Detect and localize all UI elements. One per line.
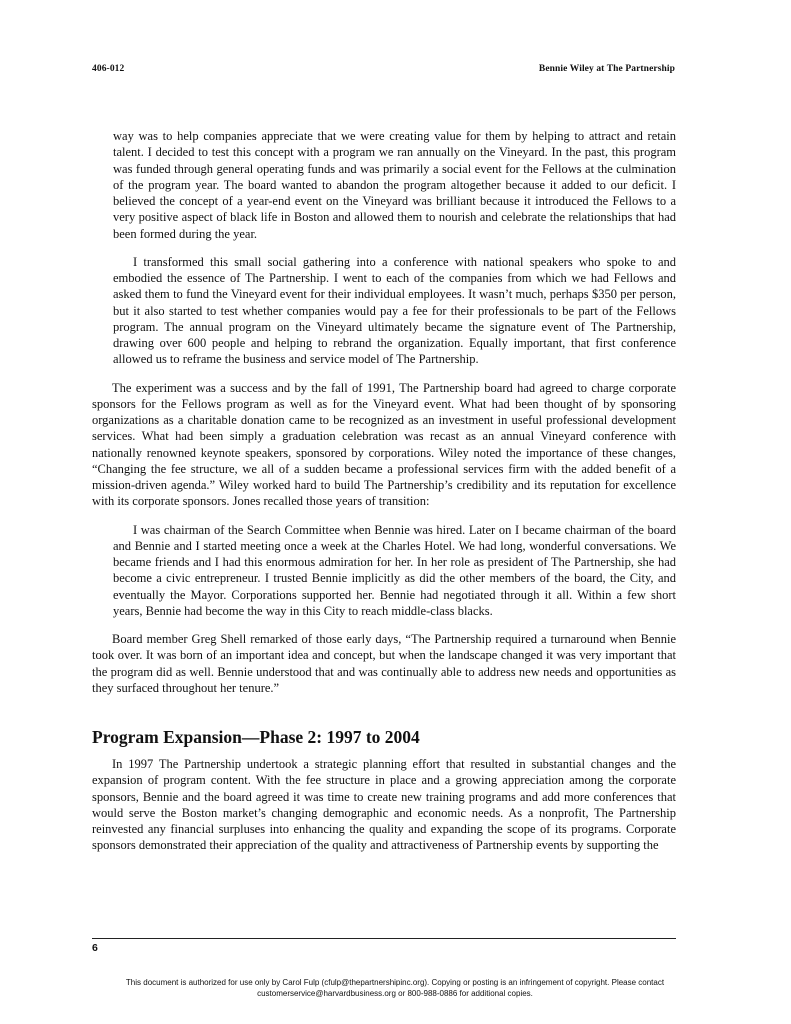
page-number: 6 xyxy=(92,942,98,954)
quote-paragraph-1: way was to help companies appreciate that we were creating value for them by helping to attract and retain talent. I decided to test this concept with a program we ran annually on the Vineyard. In the past, this program was funded through general operating funds and was primarily a social event for the Fellows at the culmination of the program year. The board wanted to abandon the program altogether because it added to our deficit. I believed the concept of a year-end event on the Vineyard was brilliant because it introduced the Fellows to a very positive aspect of black life in Boston and allowed them to nourish and celebrate the relationships that had been formed during the year. xyxy=(113,129,676,241)
body-text xyxy=(92,128,676,854)
body-paragraph-6: In 1997 The Partnership undertook a strategic planning effort that resulted in substantial changes and the expansion of program content. With the fee structure in place and a growing appreciation among the corporate sponsors, Bennie and the board agreed it was time to create new training programs and add more conferences that would serve the Boston market’s changing demographic and economic needs. As a nonprofit, The Partnership reinvested any financial surpluses into enhancing the quality and expanding the scope of its programs. Corporate sponsors demonstrated their appreciation of the quality and attractiveness of Partnership events by supporting the xyxy=(92,757,676,853)
running-title: Bennie Wiley at The Partnership xyxy=(538,64,675,74)
quote-paragraph-4: I was chairman of the Search Committee when Bennie was hired. Later on I became chairman of the board and Bennie and I started meeting once a week at the Charles Hotel. We had long, wonderful conversations. We became friends and I had this enormous admiration for her. In her role as president of The Partnership, she had become a civic entrepreneur. I trusted Bennie implicitly as did the other members of the board, the City, and eventually the Mayor. Corporations supported her. Bennie had negotiated through it all. Within a few short years, Bennie had become the way in this City to reach middle-class blacks. xyxy=(113,522,676,618)
running-header xyxy=(92,64,675,74)
body-paragraph-5: Board member Greg Shell remarked of those early days, “The Partnership required a turnaround when Bennie took over. It was born of an important idea and concept, but when the landscape changed it was very important that the program did as well. Bennie understood that and was continually able to address new needs and opportunities as they surfaced throughout her tenure.” xyxy=(92,632,676,695)
body-paragraph-3: The experiment was a success and by the fall of 1991, The Partnership board had agreed to charge corporate sponsors for the Fellows program as well as for the Vineyard event. What had been thought of by sponsoring organizations as a charitable donation came to be recognized as an investment in useful professional development services. What had been simply a graduation celebration was recast as an annual Vineyard conference with nationally renowned keynote speakers, sponsored by corporations. Wiley noted the importance of these changes, “Changing the fee structure, we all of a sudden became a professional services firm with the added benefit of a mission-driven agenda.” Wiley worked hard to build The Partnership’s credibility and its reputation for excellence with its corporate sponsors. Jones recalled those years of transition: xyxy=(92,380,676,509)
copyright-notice xyxy=(70,978,720,999)
footer-rule xyxy=(92,938,676,939)
quote-paragraph-2: I transformed this small social gathering into a conference with national speakers who spoke to and embodied the essence of The Partnership. I went to each of the companies from which we had Fellows and asked them to fund the Vineyard event for their individual employees. It wasn’t much, perhaps $350 per person, but it also started to test whether companies would pay a fee for their professionals to be part of the Fellows program. The annual program on the Vineyard ultimately became the signature event of The Partnership, drawing over 600 people and helping to rebrand the organization. Equally important, that first conference allowed us to reframe the business and service model of The Partnership. xyxy=(113,254,676,367)
case-number: 406-012 xyxy=(92,64,125,74)
notice-line-1: This document is authorized for use only by Carol Fulp (cfulp@thepartnershipinc.org). Copying or posting is an infringement of copyright. Please contact xyxy=(125,978,665,987)
notice-line-2: customerservice@harvardbusiness.org or 800-988-0886 for additional copies. xyxy=(257,988,533,998)
section-heading: Program Expansion—Phase 2: 1997 to 2004 xyxy=(92,727,420,747)
